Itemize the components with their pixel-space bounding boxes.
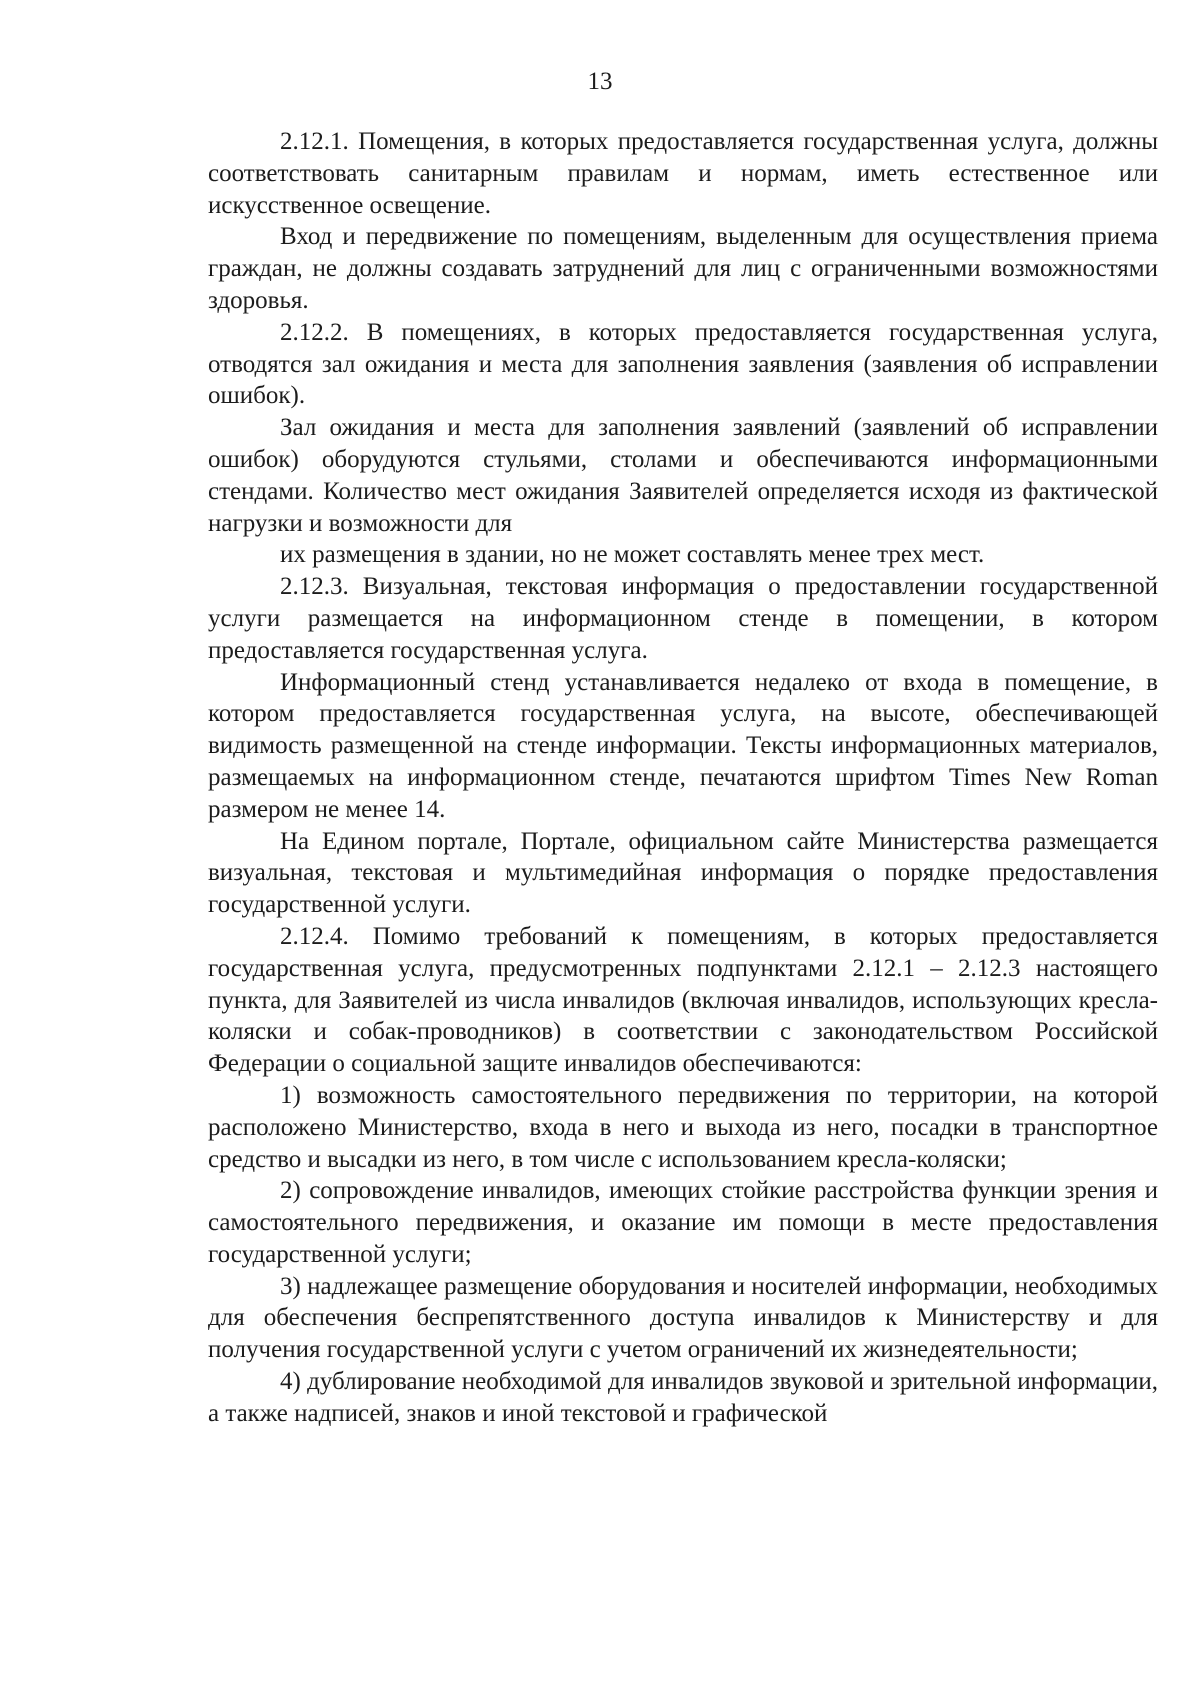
list-item-2: 2) сопровождение инвалидов, имеющих стойкие расстройства функции зрения и самостоятельного передвижения, и оказание им помощи в месте предоставления государственной услуги; <box>208 1177 1158 1268</box>
list-item-3: 3) надлежащее размещение оборудования и носителей информации, необходимых для обеспечения беспрепятственного доступа инвалидов к Министерству и для получения государственной услуги с учетом ограничений их жизнедеятельности; <box>208 1272 1158 1364</box>
list-item-4: 4) дублирование необходимой для инвалидов звуковой и зрительной информации, а также надписей, знаков и иной текстовой и графической <box>208 1368 1158 1427</box>
page-number: 13 <box>587 68 613 95</box>
paragraph-entrance-access: Вход и передвижение по помещениям, выделенным для осуществления приема граждан, не должны создавать затруднений для лиц с ограниченными возможностями здоровья. <box>208 223 1158 314</box>
paragraph-information-stand: Информационный стенд устанавливается недалеко от входа в помещение, в котором предоставляется государственная услуга, на высоте, обеспечивающей видимость размещенной на стенде информации. Тексты информационных материалов, размещаемых на информационном стенде, печатаются шрифтом Times New Roman размером не менее 14. <box>208 668 1158 823</box>
paragraph-2-12-3: 2.12.3. Визуальная, текстовая информация о предоставлении государственной услуги размещается на информационном стенде в помещении, в котором предоставляется государственная услуга. <box>208 573 1158 664</box>
paragraph-waiting-hall: Зал ожидания и места для заполнения заявлений (заявлений об исправлении ошибок) оборудуются стульями, столами и обеспечиваются информационными стендами. Количество мест ожидания Заявителей определяется исходя из фактической нагрузки и возможности для <box>208 414 1158 537</box>
paragraph-portal-info: На Едином портале, Портале, официальном сайте Министерства размещается визуальная, текстовая и мультимедийная информация о порядке предоставления государственной услуги. <box>208 827 1158 919</box>
paragraph-2-12-2: 2.12.2. В помещениях, в которых предоставляется государственная услуга, отводятся зал ожидания и места для заполнения заявления (заявления об исправлении ошибок). <box>208 318 1158 410</box>
list-item-1: 1) возможность самостоятельного передвижения по территории, на которой расположено Министерство, входа в него и выхода из него, посадки в транспортное средство и высадки из него, в том числе с использованием кресла-коляски; <box>208 1081 1158 1173</box>
document-body <box>208 126 1158 1430</box>
paragraph-2-12-1: 2.12.1. Помещения, в которых предоставляется государственная услуга, должны соответствовать санитарным правилам и нормам, иметь естественное или искусственное освещение. <box>208 128 1158 219</box>
paragraph-2-12-4: 2.12.4. Помимо требований к помещениям, в которых предоставляется государственная услуга, предусмотренных подпунктами 2.12.1 – 2.12.3 настоящего пункта, для Заявителей из числа инвалидов (включая инвалидов, использующих кресла-коляски и собак-проводников) в соответствии с законодательством Российской Федерации о социальной защите инвалидов обеспечиваются: <box>208 922 1158 1078</box>
paragraph-waiting-hall-continued: их размещения в здании, но не может составлять менее трех мест. <box>280 541 985 569</box>
